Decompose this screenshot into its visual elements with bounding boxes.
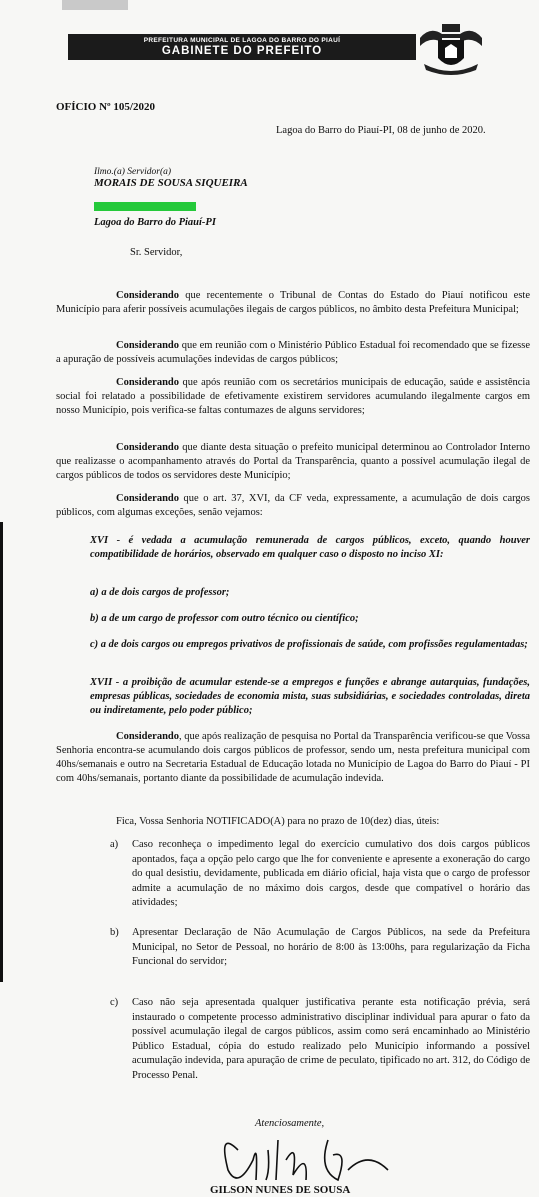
considerando-paragraph-1: Considerando que recentemente o Tribunal de Contas do Estado do Piauí notificou este Município para aferir possíveis acumulações ilegais de cargos públicos, no âmbito desta Prefeitura Municipal; bbox=[56, 290, 530, 315]
scan-edge-line bbox=[0, 522, 3, 982]
date-line: Lagoa do Barro do Piauí-PI, 08 de junho de 2020. bbox=[276, 125, 486, 136]
recipient-name: MORAIS DE SOUSA SIQUEIRA bbox=[94, 177, 248, 189]
prefeitura-name: PREFEITURA MUNICIPAL DE LAGOA DO BARRO DO PIAUÍ bbox=[143, 37, 341, 44]
list-item: b) Apresentar Declaração de Não Acumulação de Cargos Públicos, na sede da Prefeitura Municipal, no Setor de Pessoal, no horário de 8:00 às 13:00hs, para regularização da Ficha Funcional do servidor; bbox=[110, 927, 530, 967]
list-item: c) Caso não seja apresentada qualquer justificativa perante esta notificação prévia, será instaurado o competente processo administrativo disciplinar individual para apurar o fato da possível acumulação ilegal de cargos públicos, assim como será encaminhado ao Ministério Público Estadual, cópia do estudo realizado pelo Município informando a possível acumulação indevida, para apuração de crime de peculato, tipificado no art. 312, do Código de Processo Penal. bbox=[110, 997, 530, 1081]
letterhead-banner bbox=[68, 34, 416, 60]
quote-alinea-a: a) a de dois cargos de professor; bbox=[90, 587, 230, 598]
quote-inciso-xvi: XVI - é vedada a acumulação remunerada de cargos públicos, exceto, quando houver compatibilidade de horários, observado em qualquer caso o disposto no inciso XI: bbox=[90, 535, 530, 560]
oficio-number: OFÍCIO Nº 105/2020 bbox=[56, 101, 155, 113]
list-item: a) Caso reconheça o impedimento legal do exercício cumulativo dos dois cargos públicos apontados, faça a opção pelo cargo que lhe for conveniente e apresente a exoneração do cargo do qual desistiu, devidamente, publicada em diário oficial, haja vista que o cargo de professor admite a acumulação de no máximo dois cargos, desde que compatível o horário das atividades; bbox=[110, 839, 530, 908]
quote-alinea-b: b) a de um cargo de professor com outro técnico ou científico; bbox=[90, 613, 359, 624]
considerando-paragraph-2: Considerando que em reunião com o Ministério Público Estadual foi recomendado que se fizesse a apuração de possíveis acumulações indevidas de cargos públicos; bbox=[56, 340, 530, 365]
considerando-paragraph-5: Considerando que o art. 37, XVI, da CF veda, expressamente, a acumulação de dois cargos públicos, com algumas exceções, senão vejamos: bbox=[56, 493, 530, 518]
redaction-highlight bbox=[94, 202, 196, 211]
handwritten-signature bbox=[198, 1110, 418, 1190]
gabinete-title: GABINETE DO PREFEITO bbox=[161, 45, 323, 57]
quote-alinea-c: c) a de dois cargos ou empregos privativos de profissionais de saúde, com profissões regulamentadas; bbox=[90, 639, 528, 650]
closing-text: Atenciosamente, bbox=[255, 1118, 325, 1129]
considerando-final-paragraph: Considerando, que após realização de pesquisa no Portal da Transparência verificou-se que Vossa Senhoria encontra-se acumulando dois cargos públicos de professor, sendo um, nesta prefeitura municipal com 40hs/semanais e outro na Secretaria Estadual de Educação lotada no Município de Lagoa do Barro do Piauí - PI com 40hs/semanais, portanto diante da possibilidade de acumulação indevida. bbox=[56, 731, 530, 784]
recipient-city: Lagoa do Barro do Piauí-PI bbox=[94, 217, 216, 228]
notificado-line: Fica, Vossa Senhoria NOTIFICADO(A) para no prazo de 10(dez) dias, úteis: bbox=[116, 816, 440, 827]
municipal-crest-icon bbox=[416, 20, 486, 78]
scan-margin-mark bbox=[62, 0, 128, 10]
considerando-paragraph-3: Considerando que após reunião com os secretários municipais de educação, saúde e assistência social foi relatado a possibilidade de efetivamente existirem servidores acumulando ilegalmente cargos em nosso Município, pois verifica-se faltas contumazes de alguns servidores; bbox=[56, 377, 530, 416]
signer-name: GILSON NUNES DE SOUSA bbox=[210, 1184, 351, 1196]
quote-inciso-xvii: XVII - a proibição de acumular estende-se a empregos e funções e abrange autarquias, fundações, empresas públicas, sociedades de economia mista, suas subsidiárias, e sociedades controladas, direta ou indiretamente, pelo poder público; bbox=[90, 677, 530, 716]
considerando-paragraph-4: Considerando que diante desta situação o prefeito municipal determinou ao Controlador Interno que realizasse o acompanhamento através do Portal da Transparência, quanto a possível acumulação ilegal de cargos públicos de todos os servidores deste Município; bbox=[56, 442, 530, 481]
recipient-title: Ilmo.(a) Servidor(a) bbox=[94, 167, 172, 177]
salutation: Sr. Servidor, bbox=[130, 247, 183, 258]
